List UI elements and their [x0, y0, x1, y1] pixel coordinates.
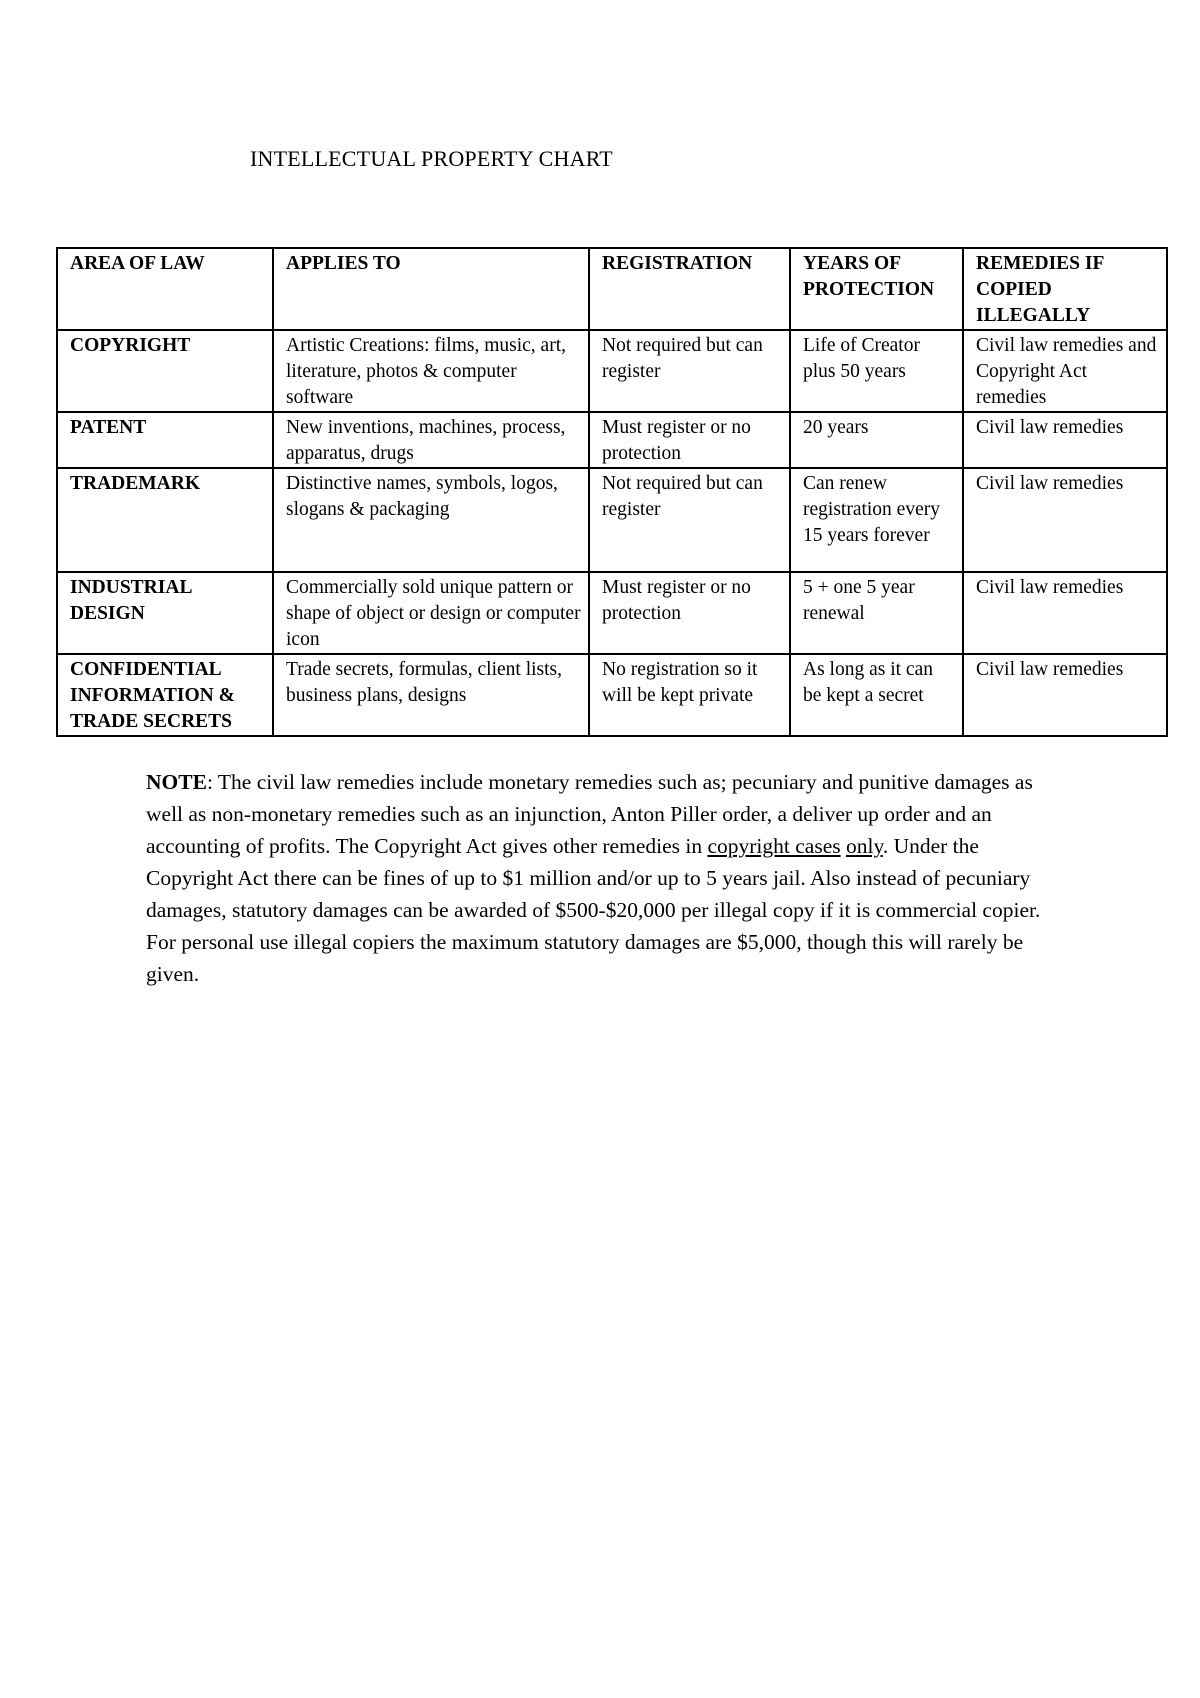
applies-to-cell: Distinctive names, symbols, logos, slogans & packaging — [273, 468, 589, 572]
note-text: : The civil law remedies include monetary remedies such as; pecuniary and punitive damages as well as non-monetary remedies such as an injunction, Anton Piller order, a deliver up order and an accounting of profits. The Copyright Act gives other remedies in — [146, 770, 1033, 858]
header-area-of-law: AREA OF LAW — [57, 248, 273, 330]
header-applies-to: APPLIES TO — [273, 248, 589, 330]
table-row — [57, 412, 1167, 468]
registration-cell: Not required but can register — [589, 468, 790, 572]
applies-to-cell: New inventions, machines, process, apparatus, drugs — [273, 412, 589, 468]
remedies-cell: Civil law remedies — [963, 572, 1167, 654]
area-cell: CONFIDENTIAL INFORMATION & TRADE SECRETS — [57, 654, 273, 736]
header-registration: REGISTRATION — [589, 248, 790, 330]
years-cell: Life of Creator plus 50 years — [790, 330, 963, 412]
applies-to-cell: Commercially sold unique pattern or shape of object or design or computer icon — [273, 572, 589, 654]
remedies-cell: Civil law remedies — [963, 654, 1167, 736]
note-underline-only: only — [845, 834, 883, 858]
years-cell: Can renew registration every 15 years forever — [790, 468, 963, 572]
remedies-cell: Civil law remedies — [963, 412, 1167, 468]
registration-cell: Not required but can register — [589, 330, 790, 412]
table-row — [57, 330, 1167, 412]
remedies-cell: Civil law remedies and Copyright Act remedies — [963, 330, 1167, 412]
intellectual-property-table — [56, 247, 1168, 737]
table-row — [57, 654, 1167, 736]
area-cell: COPYRIGHT — [57, 330, 273, 412]
note-underline-copyright-cases: copyright cases — [707, 834, 841, 858]
note-paragraph — [146, 766, 1046, 990]
header-years-of-protection: YEARS OF PROTECTION — [790, 248, 963, 330]
header-remedies: REMEDIES IF COPIED ILLEGALLY — [963, 248, 1167, 330]
years-cell: 20 years — [790, 412, 963, 468]
area-cell: TRADEMARK — [57, 468, 273, 572]
applies-to-cell: Trade secrets, formulas, client lists, business plans, designs — [273, 654, 589, 736]
area-cell: PATENT — [57, 412, 273, 468]
note-label: NOTE — [146, 770, 207, 794]
years-cell: As long as it can be kept a secret — [790, 654, 963, 736]
note-text-continued: . Under the Copyright Act there can be fines of up to $1 million and/or up to 5 years jail. Also instead of pecuniary damages, statutory damages can be awarded of $500-$20,000 per illegal copy if it is commercial copier. For personal use illegal copiers the maximum statutory damages are $5,000, though this will rarely be given. — [146, 834, 1041, 986]
registration-cell: Must register or no protection — [589, 412, 790, 468]
table-row — [57, 572, 1167, 654]
registration-cell: No registration so it will be kept private — [589, 654, 790, 736]
years-cell: 5 + one 5 year renewal — [790, 572, 963, 654]
page-title: INTELLECTUAL PROPERTY CHART — [250, 146, 613, 171]
remedies-cell: Civil law remedies — [963, 468, 1167, 572]
area-cell: INDUSTRIAL DESIGN — [57, 572, 273, 654]
table-header-row — [57, 248, 1167, 330]
applies-to-cell: Artistic Creations: films, music, art, literature, photos & computer software — [273, 330, 589, 412]
registration-cell: Must register or no protection — [589, 572, 790, 654]
table-row — [57, 468, 1167, 572]
